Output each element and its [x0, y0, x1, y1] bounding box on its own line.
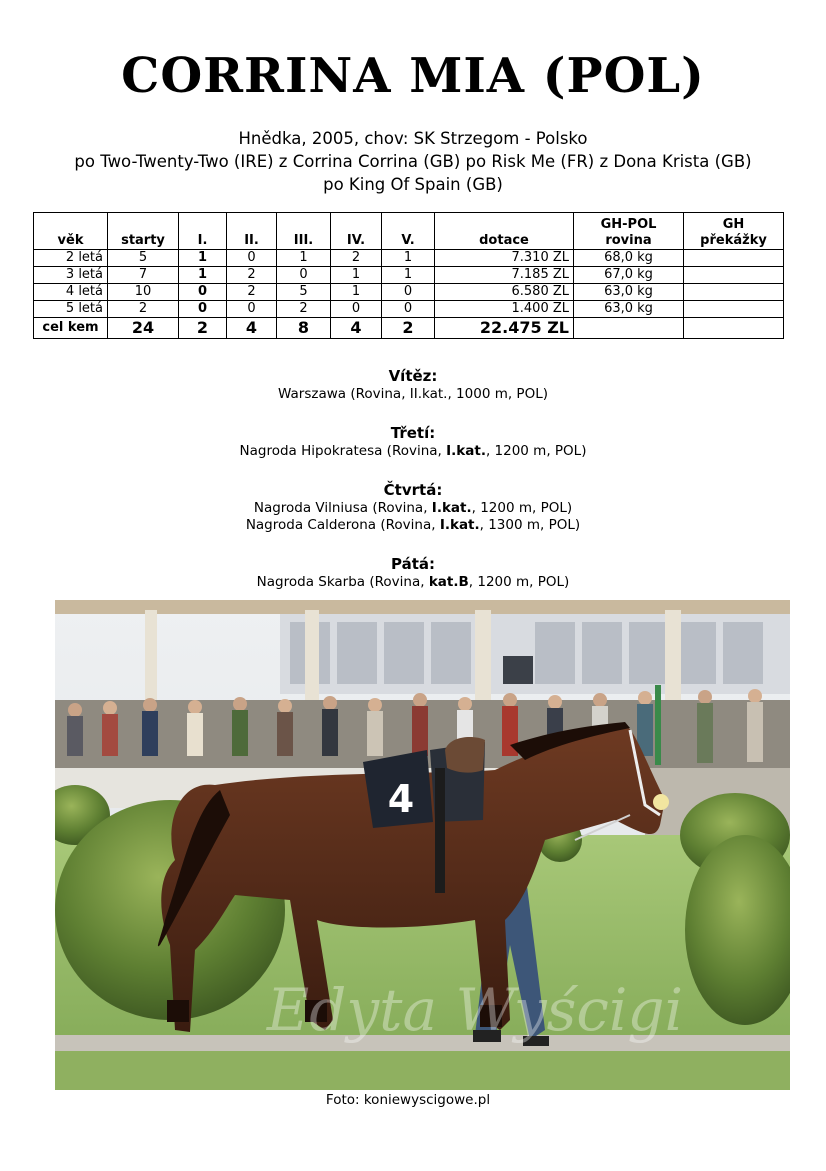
results-winner — [0, 366, 826, 403]
race-category: I.kat. — [439, 517, 480, 533]
horse-name: CORRINA MIA (POL) — [121, 48, 705, 104]
cell-fifth: 0 — [382, 301, 435, 318]
bridle-noseband — [653, 794, 669, 810]
results-fourth — [0, 480, 826, 534]
cell-second: 2 — [227, 267, 277, 284]
header-ghpol-top: GH-POL — [600, 217, 657, 232]
cell-fifth: 1 — [382, 250, 435, 267]
race-line — [0, 443, 826, 460]
results-heading-third: Třetí: — [390, 424, 436, 442]
header-ghpol — [574, 213, 684, 250]
cell-age: 5 letá — [34, 301, 108, 318]
total-fifth: 2 — [382, 318, 435, 339]
cell-starts: 10 — [108, 284, 179, 301]
total-fourth: 4 — [331, 318, 382, 339]
cell-money: 7.185 ZL — [435, 267, 574, 284]
cell-second: 0 — [227, 301, 277, 318]
cell-third: 1 — [277, 250, 331, 267]
table-total-row — [34, 318, 784, 339]
cell-starts: 5 — [108, 250, 179, 267]
race-category: I.kat. — [446, 443, 486, 459]
total-first: 2 — [179, 318, 227, 339]
total-ghpol — [574, 318, 684, 339]
cell-gh — [684, 284, 784, 301]
total-starts: 24 — [108, 318, 179, 339]
pedigree-line: po Two-Twenty-Two (IRE) z Corrina Corrina (GB) po Risk Me (FR) z Dona Krista (GB) — [74, 152, 752, 171]
header-gh-bottom: překážky — [700, 233, 767, 248]
header-third: III. — [277, 213, 331, 250]
total-third: 8 — [277, 318, 331, 339]
total-label: cel kem — [34, 318, 108, 339]
cell-age: 2 letá — [34, 250, 108, 267]
results-heading-winner: Vítěz: — [388, 367, 438, 385]
grandstand-screen — [503, 656, 533, 684]
table-row — [34, 250, 784, 267]
cell-age: 4 letá — [34, 284, 108, 301]
photo-credit: Foto: koniewyscigowe.pl — [325, 1092, 491, 1108]
race-text: Nagroda Skarba (Rovina, — [256, 574, 429, 590]
race-text: Nagroda Vilniusa (Rovina, — [253, 500, 432, 516]
cell-starts: 2 — [108, 301, 179, 318]
photo-watermark: Edyta Wyścigi — [266, 976, 684, 1044]
race-text-end: , 1200 m, POL) — [471, 500, 573, 516]
race-text-end: , 1300 m, POL) — [479, 517, 581, 533]
horse-photo-illustration — [55, 600, 790, 1090]
race-text-end: , 1200 m, POL) — [468, 574, 570, 590]
results-heading-fourth: Čtvrtá: — [383, 481, 443, 499]
header-first: I. — [179, 213, 227, 250]
cell-fourth: 0 — [331, 301, 382, 318]
horse-info-line: Hnědka, 2005, chov: SK Strzegom - Polsko — [238, 129, 588, 148]
cell-fourth: 1 — [331, 267, 382, 284]
race-category: kat.B — [428, 574, 469, 590]
race-text: Warszawa (Rovina, II.kat., 1000 m, POL) — [278, 386, 548, 402]
cell-fourth: 2 — [331, 250, 382, 267]
cell-third: 2 — [277, 301, 331, 318]
saddle — [445, 737, 485, 773]
cell-money: 6.580 ZL — [435, 284, 574, 301]
race-line — [0, 500, 826, 517]
cell-first: 1 — [179, 267, 227, 284]
header-age: věk — [34, 213, 108, 250]
race-line — [0, 386, 826, 403]
header-starts: starty — [108, 213, 179, 250]
race-text: Nagroda Hipokratesa (Rovina, — [239, 443, 447, 459]
header-fourth: IV. — [331, 213, 382, 250]
table-row — [34, 284, 784, 301]
header-second: II. — [227, 213, 277, 250]
header-ghpol-bottom: rovina — [605, 233, 652, 248]
cell-ghpol: 63,0 kg — [574, 301, 684, 318]
cell-fifth: 1 — [382, 267, 435, 284]
race-text-end: , 1200 m, POL) — [485, 443, 587, 459]
results-third — [0, 423, 826, 460]
results-fifth — [0, 554, 826, 591]
cell-money: 1.400 ZL — [435, 301, 574, 318]
header-gh — [684, 213, 784, 250]
cell-second: 0 — [227, 250, 277, 267]
cell-ghpol: 63,0 kg — [574, 284, 684, 301]
cell-fourth: 1 — [331, 284, 382, 301]
table-row — [34, 301, 784, 318]
cell-gh — [684, 267, 784, 284]
cell-first: 1 — [179, 250, 227, 267]
cell-third: 5 — [277, 284, 331, 301]
cell-ghpol: 68,0 kg — [574, 250, 684, 267]
cell-third: 0 — [277, 267, 331, 284]
results-section — [0, 366, 826, 611]
cell-second: 2 — [227, 284, 277, 301]
cell-money: 7.310 ZL — [435, 250, 574, 267]
race-category: I.kat. — [431, 500, 472, 516]
cell-fifth: 0 — [382, 284, 435, 301]
race-text: Nagroda Calderona (Rovina, — [245, 517, 440, 533]
cell-age: 3 letá — [34, 267, 108, 284]
results-heading-fifth: Pátá: — [390, 555, 435, 573]
horse-photo — [55, 600, 790, 1090]
header-fifth: V. — [382, 213, 435, 250]
cell-gh — [684, 250, 784, 267]
pedigree-block — [0, 127, 826, 196]
total-gh — [684, 318, 784, 339]
race-line — [0, 517, 826, 534]
cell-ghpol: 67,0 kg — [574, 267, 684, 284]
cell-gh — [684, 301, 784, 318]
race-stats-table — [33, 212, 784, 339]
cell-starts: 7 — [108, 267, 179, 284]
header-money: dotace — [435, 213, 574, 250]
girth-strap — [435, 768, 445, 893]
header-gh-top: GH — [722, 217, 745, 232]
saddle-number: 4 — [387, 777, 415, 821]
table-header-row — [34, 213, 784, 250]
cell-first: 0 — [179, 284, 227, 301]
cell-first: 0 — [179, 301, 227, 318]
table-row — [34, 267, 784, 284]
race-line — [0, 574, 826, 591]
rail-post — [655, 685, 661, 765]
total-second: 4 — [227, 318, 277, 339]
grass-foreground — [55, 1051, 790, 1090]
pedigree-line-continued: po King Of Spain (GB) — [323, 175, 503, 194]
total-money: 22.475 ZL — [435, 318, 574, 339]
